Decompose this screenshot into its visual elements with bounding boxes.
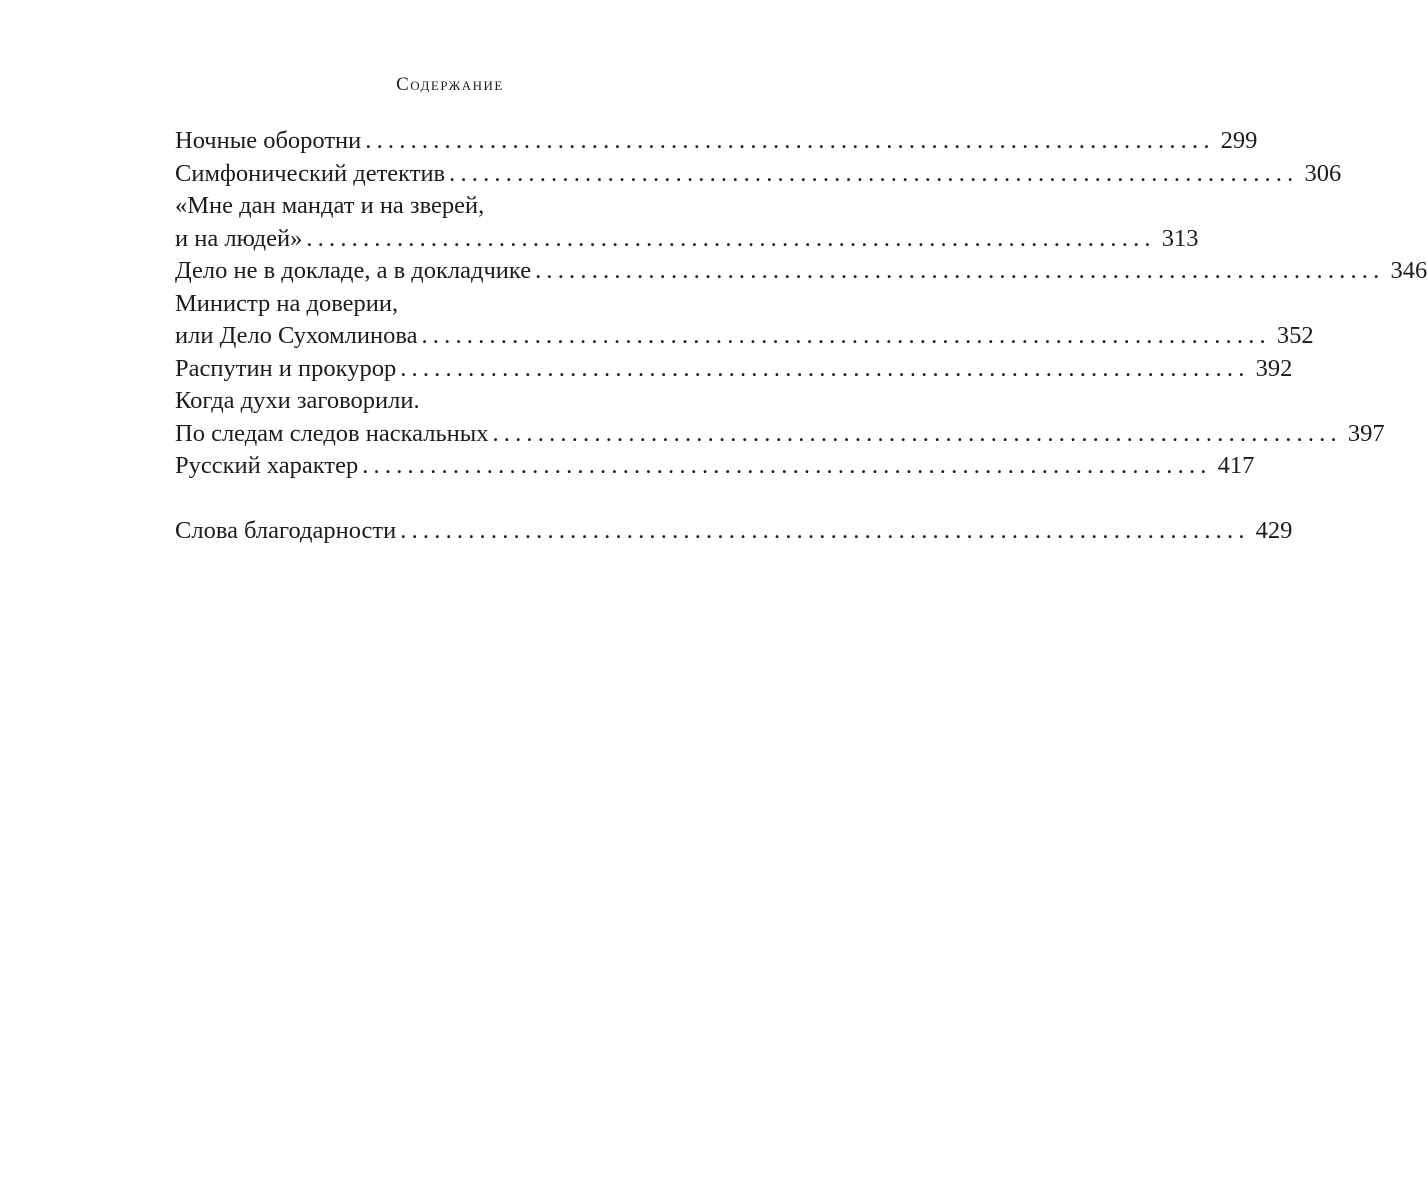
toc-entry-title: Симфонический детектив bbox=[175, 159, 446, 187]
toc-entry-title-line-1: Министр на доверии, bbox=[175, 289, 399, 317]
toc-page-number: 313 bbox=[1161, 224, 1199, 252]
toc-line bbox=[175, 255, 1427, 288]
toc-page-number: 429 bbox=[1255, 516, 1293, 544]
toc-entry-title-line-2: По следам следов наскальных bbox=[175, 419, 489, 447]
toc-page-number: 352 bbox=[1276, 322, 1314, 349]
dot-leader: ........................................................................... bbox=[400, 516, 1250, 544]
toc-entry-title-line-2: или Дело Сухомлинова bbox=[175, 322, 418, 349]
toc-entry-title: Дело не в докладе, а в докладчике bbox=[175, 257, 532, 284]
toc-entry-title: Русский характер bbox=[175, 452, 359, 479]
toc-line bbox=[175, 450, 1255, 483]
toc-page-number: 346 bbox=[1390, 257, 1427, 284]
toc-entry[interactable] bbox=[175, 158, 1342, 191]
toc-entry[interactable] bbox=[175, 353, 1293, 386]
toc-line bbox=[175, 353, 1293, 386]
toc-entry[interactable] bbox=[175, 255, 1427, 288]
dot-leader: ........................................................................... bbox=[365, 127, 1215, 154]
dot-leader: ........................................................................... bbox=[400, 354, 1250, 382]
table-of-contents bbox=[175, 125, 1427, 547]
toc-entry[interactable] bbox=[175, 385, 1385, 450]
dot-leader: ........................................................................... bbox=[421, 322, 1271, 349]
toc-line bbox=[175, 125, 1258, 158]
toc-page-number: 299 bbox=[1220, 127, 1258, 154]
toc-line bbox=[175, 223, 1199, 256]
toc-entry-title-line-1: Когда духи заговорили. bbox=[175, 387, 420, 414]
toc-entry-title: Слова благодарности bbox=[175, 516, 397, 544]
toc-entry-title: Ночные оборотни bbox=[175, 127, 362, 154]
toc-entry-acknowledgements[interactable] bbox=[175, 515, 1293, 548]
dot-leader: ........................................................................... bbox=[492, 419, 1342, 447]
toc-page-number: 397 bbox=[1347, 419, 1385, 447]
toc-line bbox=[175, 190, 727, 223]
dot-leader: ........................................................................... bbox=[306, 224, 1156, 252]
toc-page-number: 392 bbox=[1255, 354, 1293, 382]
section-spacer bbox=[175, 483, 727, 515]
toc-line bbox=[175, 385, 727, 418]
toc-entry-title-line-1: «Мне дан мандат и на зверей, bbox=[175, 192, 485, 219]
dot-leader: ........................................................................... bbox=[449, 159, 1299, 187]
dot-leader: ........................................................................... bbox=[362, 452, 1212, 479]
toc-line bbox=[175, 288, 727, 321]
toc-entry-title-line-2: и на людей» bbox=[175, 224, 303, 252]
toc-page-number: 417 bbox=[1217, 452, 1255, 479]
toc-line bbox=[175, 158, 1342, 191]
toc-line bbox=[175, 515, 1293, 548]
toc-line bbox=[175, 320, 1314, 353]
page-title: Содержание bbox=[396, 74, 504, 95]
toc-line bbox=[175, 418, 1385, 451]
toc-entry[interactable] bbox=[175, 288, 1314, 353]
toc-entry-title: Распутин и прокурор bbox=[175, 354, 397, 382]
toc-entry[interactable] bbox=[175, 450, 1255, 483]
dot-leader: ........................................................................... bbox=[535, 257, 1385, 284]
toc-entry[interactable] bbox=[175, 125, 1258, 158]
toc-page-number: 306 bbox=[1304, 159, 1342, 187]
toc-entry[interactable] bbox=[175, 190, 1199, 255]
